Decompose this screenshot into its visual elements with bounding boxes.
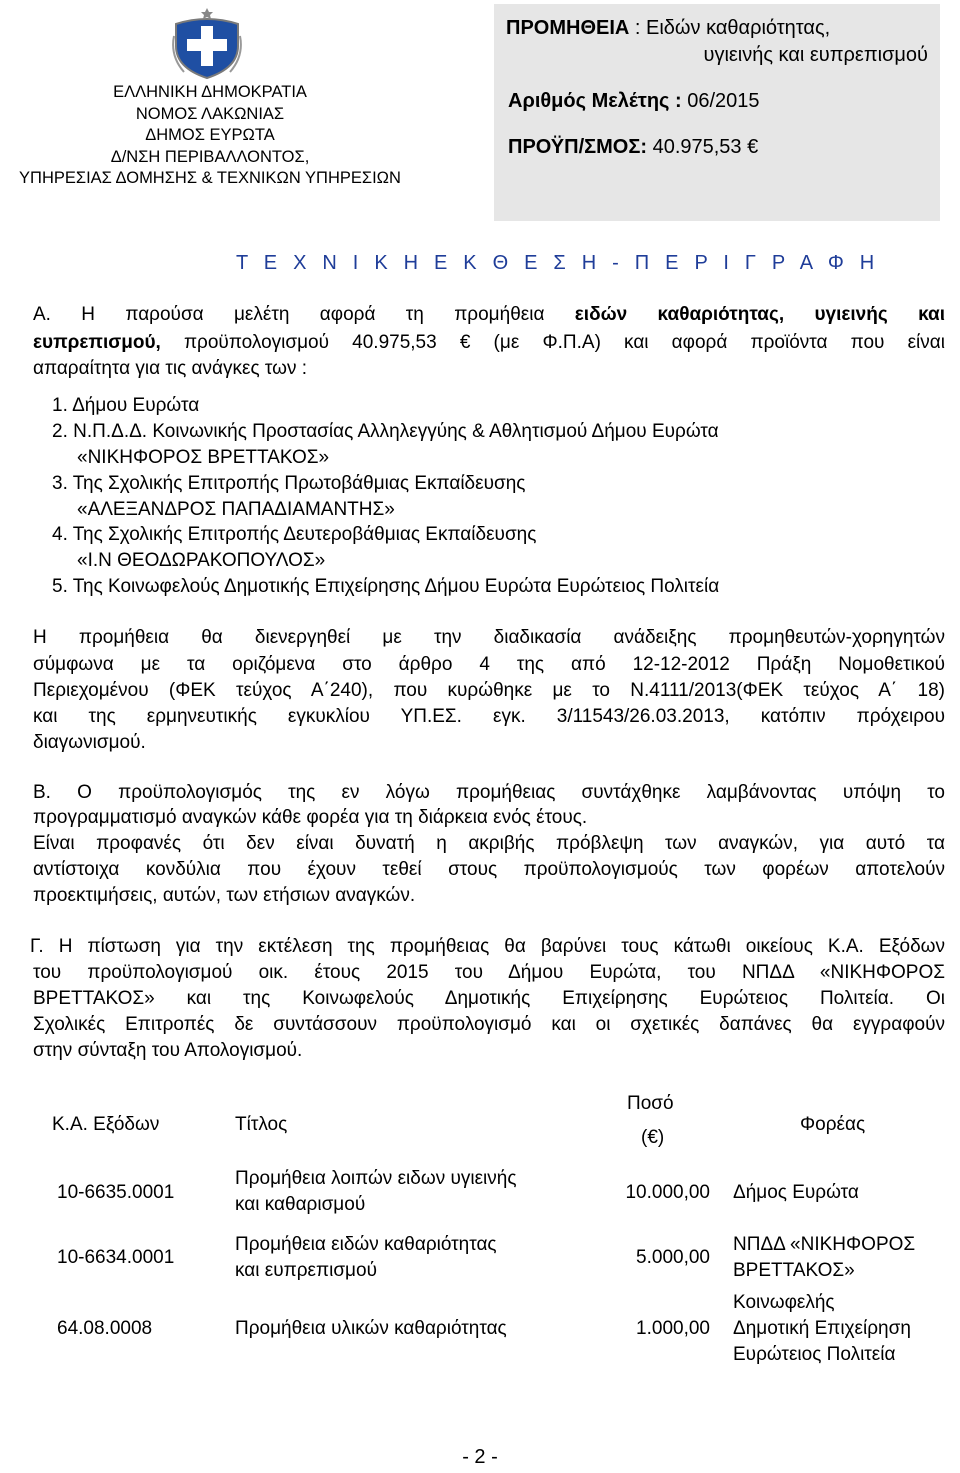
section-a-line-2 (33, 332, 945, 354)
row-body: Δημοτική Επιχείρηση (733, 1318, 911, 1339)
page-number: - 2 - (462, 1446, 498, 1468)
section-a-subject-cont: ευπρεπισμού, (33, 332, 161, 353)
issuer-line: ΝΟΜΟΣ ΛΑΚΩΝΙΑΣ (135, 104, 285, 123)
supply-value-2: υγιεινής και ευπρεπισμού (703, 44, 928, 66)
header-body: Φορέας (800, 1114, 866, 1135)
study-value: 06/2015 (681, 90, 760, 112)
row-amount: 5.000,00 (636, 1247, 710, 1268)
issuer-line: Δ/ΝΣΗ ΠΕΡΙΒΑΛΛΟΝΤΟΣ, (110, 147, 310, 166)
row-body: ΝΠΔΔ «ΝΙΚΗΦΟΡΟΣ (733, 1234, 916, 1255)
procedure-line: Περιεχομένου (ΦΕΚ τεύχος Α΄240), που κυρώθηκε με το Ν.4111/2013(ΦΕΚ τεύχος Α΄ 18) (33, 680, 945, 701)
supply-line (506, 17, 830, 40)
greek-coat-of-arms-icon (170, 6, 244, 80)
section-b-line: Είναι προφανές ότι δεν είναι δυνατή η ακριβής πρόβλεψη των αναγκών, για αυτό τα (33, 833, 945, 854)
list-item: 5. Της Κοινωφελούς Δημοτικής Επιχείρησης Δήμου Ευρώτα Ευρώτειος Πολιτεία (52, 576, 720, 597)
header-amount: Ποσό (627, 1093, 674, 1114)
section-c-line: Γ. Η πίστωση για την εκτέλεση της προμήθειας θα βαρύνει τους κάτωθι οικείους Κ.Α. Εξόδων (30, 936, 945, 957)
procedure-line: σύμφωνα με τα οριζόμενα στο άρθρο 4 της από 12-12-2012 Πράξη Νομοθετικού (33, 654, 945, 675)
row-amount: 10.000,00 (625, 1182, 710, 1203)
list-item-cont: «ΑΛΕΞΑΝΔΡΟΣ ΠΑΠΑΔΙΑΜΑΝΤΗΣ» (77, 499, 395, 520)
procedure-line: Η προμήθεια θα διενεργηθεί με την διαδικασία ανάδειξης προμηθευτών-χορηγητών (33, 627, 945, 648)
row-body: Δήμος Ευρώτα (733, 1182, 859, 1203)
list-item-cont: «ΝΙΚΗΦΟΡΟΣ ΒΡΕΤΤΑΚΟΣ» (77, 447, 330, 468)
page-title: Τ Ε Χ Ν Ι Κ Η Ε Κ Θ Ε Σ Η - Π Ε Ρ Ι Γ Ρ Α Φ Η (236, 252, 877, 274)
row-amount: 1.000,00 (636, 1318, 710, 1339)
issuer-line: ΥΠΗΡΕΣΙΑΣ ΔΟΜΗΣΗΣ & ΤΕΧΝΙΚΩΝ ΥΠΗΡΕΣΙΩΝ (19, 169, 401, 187)
section-a-budget-text: προϋπολογισμού 40.975,53 € (με Φ.Π.Α) και αφορά προϊόντα που είναι (160, 332, 945, 353)
section-a-subject: ειδών καθαριότητας, υγιεινής και (574, 304, 945, 325)
row-title: και ευπρεπισμού (235, 1260, 377, 1281)
list-item: 3. Της Σχολικής Επιτροπής Πρωτοβάθμιας Εκπαίδευσης (52, 473, 526, 494)
section-b-line: αντίστοιχα κονδύλια που έχουν τεθεί στους προϋπολογισμούς των φορέων αποτελούν (33, 859, 945, 880)
section-c-line: Σχολικές Επιτροπές δε συντάσσουν προϋπολογισμό και οι σχετικές δαπάνες θα εγγραφούν (33, 1014, 945, 1035)
row-title: Προμήθεια λοιπών ειδων υγιεινής (235, 1168, 517, 1189)
section-a-line-1 (33, 304, 945, 326)
header-title: Τίτλος (235, 1114, 288, 1135)
budget-label: ΠΡΟΫΠ/ΣΜΟΣ: (508, 136, 648, 158)
list-item: 4. Της Σχολικής Επιτροπής Δευτεροβάθμιας Εκπαίδευσης (52, 524, 537, 545)
procedure-line: διαγωνισμού. (33, 732, 146, 753)
list-item: 1. Δήμου Ευρώτα (52, 395, 200, 416)
list-item-cont: «Ι.Ν ΘΕΟΔΩΡΑΚΟΠΟΥΛΟΣ» (77, 550, 326, 571)
section-c-line: ΒΡΕΤΤΑΚΟΣ» και της Κοινωφελούς Δημοτικής Επιχείρησης Ευρώτειος Πολιτεία. Οι (33, 988, 945, 1009)
section-b-line: Β. Ο προϋπολογισμός της εν λόγω προμήθειας συντάχθηκε λαμβάνοντας υπόψη το (33, 782, 945, 803)
row-code: 10-6635.0001 (57, 1182, 175, 1203)
row-title: και καθαρισμού (235, 1194, 366, 1215)
budget-value: 40.975,53 € (647, 136, 759, 158)
row-title: Προμήθεια ειδών καθαριότητας (235, 1234, 497, 1255)
row-body: ΒΡΕΤΤΑΚΟΣ» (733, 1260, 855, 1281)
row-code: 64.08.0008 (57, 1318, 153, 1339)
procedure-line: και της ερμηνευτικής εγκυκλίου ΥΠ.ΕΣ. εγκ. 3/11543/26.03.2013, κατόπιν πρόχειρου (33, 706, 945, 727)
issuer-block (0, 82, 420, 190)
header-currency: (€) (641, 1127, 665, 1148)
row-title: Προμήθεια υλικών καθαριότητας (235, 1318, 507, 1339)
section-c-line: στην σύνταξη του Απολογισμού. (33, 1040, 303, 1061)
section-b-line: προγραμματισμό αναγκών κάθε φορέα για τη διάρκεια ενός έτους. (33, 807, 588, 828)
row-code: 10-6634.0001 (57, 1247, 175, 1268)
study-label: Αριθμός Μελέτης : (508, 90, 682, 112)
section-a-intro: Α. Η παρούσα μελέτη αφορά τη προμήθεια (33, 304, 575, 325)
issuer-line: ΔΗΜΟΣ ΕΥΡΩΤΑ (145, 126, 275, 144)
row-body: Ευρώτειος Πολιτεία (733, 1344, 896, 1365)
budget-line (508, 136, 758, 159)
header-code: Κ.Α. Εξόδων (52, 1114, 160, 1135)
supply-label: ΠΡΟΜΗΘΕΙΑ (506, 17, 630, 39)
list-item: 2. Ν.Π.Δ.Δ. Κοινωνικής Προστασίας Αλληλεγγύης & Αθλητισμού Δήμου Ευρώτα (52, 421, 719, 442)
study-line (508, 90, 760, 113)
supply-value: : Ειδών καθαριότητας, (629, 17, 831, 39)
row-body: Κοινωφελής (733, 1292, 835, 1313)
section-b-line: προεκτιμήσεις, αυτών, των ετήσιων αναγκών. (33, 885, 416, 906)
section-c-line: του προϋπολογισμού οικ. έτους 2015 του Δήμου Ευρώτα, του ΝΠΔΔ «ΝΙΚΗΦΟΡΟΣ (33, 962, 945, 983)
section-a-line-3: απαραίτητα για τις ανάγκες των : (33, 358, 308, 379)
issuer-line: ΕΛΛΗΝΙΚΗ ΔΗΜΟΚΡΑΤΙΑ (113, 83, 307, 101)
info-box (494, 4, 940, 221)
